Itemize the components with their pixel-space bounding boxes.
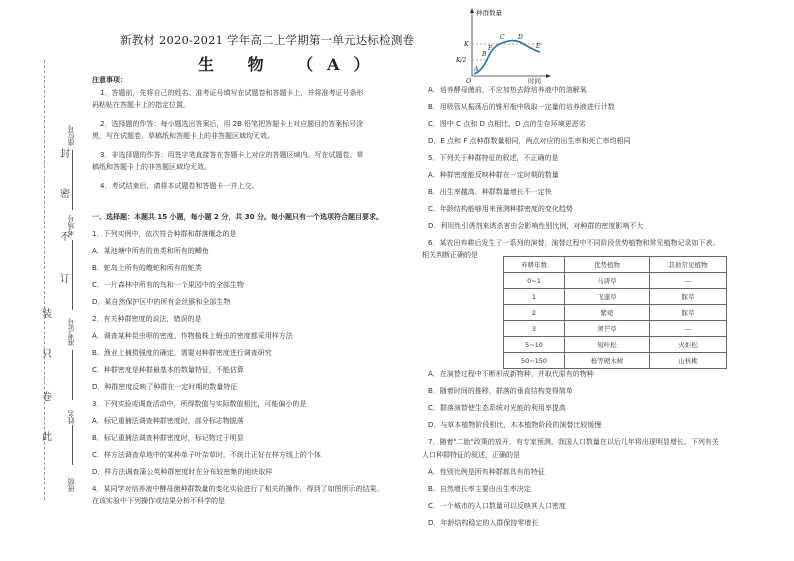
point-e-label: E xyxy=(536,43,541,50)
exam-title: 新教材 2020-2021 学年高二上学期第一单元达标检测卷 xyxy=(120,33,415,47)
table-cell: 飞蓬草 xyxy=(565,289,650,305)
table-cell: 火炬松 xyxy=(650,337,727,353)
binding-char: 只 xyxy=(42,349,52,360)
note-line: 黑，写在试题卷、草稿纸和答题卡上的非答题区域均无效。 xyxy=(92,132,274,140)
binding-strip xyxy=(0,0,80,561)
option-line: C．一片森林中所有的鸟和一个果园中的全部生物 xyxy=(92,281,244,289)
table-header-cell: 弃耕年数 xyxy=(504,257,565,273)
exam-room-label: 考场号 xyxy=(67,215,75,236)
table-cell: 2 xyxy=(504,305,565,321)
binding-char: 封 xyxy=(60,149,70,160)
class-label: 班级 xyxy=(67,478,75,492)
table-cell: 山核桃 xyxy=(650,353,727,369)
binding-char: 卷 xyxy=(42,392,52,403)
admission-number-label: 准考证号 xyxy=(67,318,75,346)
option-line: C．图中 C 点和 D 点相比，D 点的生存环境更恶劣 xyxy=(428,120,586,128)
point-c-label: C xyxy=(500,34,505,41)
k-label: K xyxy=(464,40,469,48)
point-a-label: A xyxy=(474,66,479,73)
binding-char: 密 xyxy=(60,189,70,200)
note-line: 3．非选择题的作答：用签字笔直接答在答题卡上对应的答题区域内。写在试题卷、草 xyxy=(100,151,364,159)
table-cell: 50~150 xyxy=(504,353,565,369)
table-header-cell: 其他常见植物 xyxy=(650,257,727,273)
question-line: 7．随着"二胎"政策的放开，有专家预测，我国人口数量在以后几年将出现明显增长。下列有关 xyxy=(428,438,719,446)
section-heading: 一、选择题：本题共 15 小题，每小题 2 分，共 30 分。每小题只有一个选项符合题目要求。 xyxy=(92,213,383,221)
option-line: A．性别比例是所有种群都具有的特征 xyxy=(428,468,545,476)
table-cell: 紫菀 xyxy=(565,305,650,321)
option-line: B．用吸管从振荡后的锥形瓶中吸取一定量的培养液进行计数 xyxy=(428,103,615,111)
y-axis-label: 种群数量 xyxy=(476,9,502,17)
option-line: A．标记重捕法调查种群密度时，部分标志物脱落 xyxy=(92,417,244,425)
option-line: A．种群密度能反映种群在一定时期的数量 xyxy=(428,171,559,179)
option-line: C．一个城市的人口数量可以反映其人口密度 xyxy=(428,502,566,510)
name-label: 姓名 xyxy=(67,410,75,424)
option-line: D．某自然保护区中的所有金丝猴和全部生物 xyxy=(92,298,231,306)
note-line: 1．答题前，先将自己的姓名、准考证号填写在试题卷和答题卡上，并将准考证号条形 xyxy=(100,89,364,97)
table-cell: 短叶松 xyxy=(565,337,650,353)
seat-number-line xyxy=(72,150,73,210)
succession-table xyxy=(503,256,727,369)
note-line: 4．考试结束后，请将本试题卷和答题卡一并上交。 xyxy=(100,182,259,190)
question-line: 4．某同学对培养液中酵母菌种群数量的变化实验进行了相关的操作，得到了如图所示的结果。 xyxy=(92,485,384,493)
option-line: B．自然增长率主要由出生率决定 xyxy=(428,485,531,493)
point-d-label: D xyxy=(518,34,523,41)
option-line: C．群落演替使生态系统对光能的利用率提高 xyxy=(428,404,566,412)
note-line: 码粘贴在答题卡上的指定位置。 xyxy=(92,101,190,109)
binding-char: 此 xyxy=(42,432,52,443)
seat-number-label: 座位号 xyxy=(67,125,75,146)
table-cell: 3 xyxy=(504,321,565,337)
option-line: B．出生率越高，种群数量增长不一定快 xyxy=(428,188,552,196)
option-line: A．在演替过程中不断形成新物种，并取代原有的物种 xyxy=(428,370,594,378)
table-header-cell: 优势植物 xyxy=(565,257,650,273)
question-line: 6．某农田弃耕后发生了一系列的演替，演替过程中不同阶段优势植物和常见植物记录如下表。 xyxy=(428,239,720,247)
option-line: D．种群密度反映了种群在一定时期的数量特征 xyxy=(92,383,238,391)
note-line: 2．选择题的作答：每小题选出答案后，用 2B 铅笔把答题卡上对应题目的答案标号涂 xyxy=(100,120,364,128)
point-f-label: F xyxy=(488,45,493,52)
table-row xyxy=(504,273,727,289)
table-cell: 栎等硬木树 xyxy=(565,353,650,369)
question-line: 2．有关种群密度的说法，错误的是 xyxy=(92,315,202,323)
table-cell: 5~10 xyxy=(504,337,565,353)
option-line: B．随着时间的推移，群落的垂直结构变得简单 xyxy=(428,387,573,395)
x-axis-arrow xyxy=(546,74,551,78)
table-cell: — xyxy=(650,321,727,337)
option-line: D．利用性引诱剂来诱杀害虫会影响性别比例，对种群的密度影响不大 xyxy=(428,222,644,230)
table-cell: 豚草 xyxy=(650,305,727,321)
exam-room-line xyxy=(72,240,73,310)
table-header-row xyxy=(504,257,727,273)
option-line: D．与草本植物阶段相比，木本植物阶段的演替比较缓慢 xyxy=(428,421,602,429)
point-b-label: B xyxy=(482,51,487,58)
table-row xyxy=(504,305,727,321)
option-line: A．培养酵母菌前，不应加热去除培养液中的溶解氧 xyxy=(428,86,587,94)
option-line: B．蛇岛上所有的蝮蛇和所有的蛇类 xyxy=(92,264,202,272)
option-line: B．渔业上捕捞强度的确定，需要对种群密度进行调查研究 xyxy=(92,349,272,357)
binding-char: 装 xyxy=(42,309,52,320)
table-row xyxy=(504,337,727,353)
admission-number-line xyxy=(72,350,73,400)
question-line: 在该实验中下列操作或结果分析不科学的是 xyxy=(92,497,225,505)
option-line: A．某池塘中所有的鱼类和所有的鲫鱼 xyxy=(92,247,209,255)
table-cell: 0~1 xyxy=(504,273,565,289)
origin-label: O xyxy=(466,77,472,84)
option-line: C．种群密度是种群最基本的数量特征，不能估算 xyxy=(92,366,244,374)
note-line: 稿纸和答题卡上的非答题区域均无效。 xyxy=(92,163,211,171)
table-cell: 豚草 xyxy=(650,289,727,305)
table-row xyxy=(504,353,727,369)
table-row xyxy=(504,321,727,337)
question-line: 人口种群特征的叙述，正确的是 xyxy=(422,451,520,459)
table-cell: 1 xyxy=(504,289,565,305)
table-cell: 马唐草 xyxy=(565,273,650,289)
option-line: C．年龄结构能够用来预测种群密度的变化趋势 xyxy=(428,205,573,213)
population-curve-figure xyxy=(452,6,552,84)
question-line: 3．下列实验或调查活动中，所得数值与实际数值相比，可能偏小的是 xyxy=(92,400,307,408)
option-line: B．标记重捕法调查种群密度时，标记物过于明显 xyxy=(92,434,244,442)
y-axis-arrow xyxy=(470,8,474,13)
question-line: 5．下列关于种群特征的叙述，不正确的是 xyxy=(428,154,559,162)
table-cell: 须芒草 xyxy=(565,321,650,337)
option-line: D．年龄结构稳定的人群保持零增长 xyxy=(428,519,539,527)
subject-title: 生 物 （A） xyxy=(198,55,384,74)
binding-char: 不 xyxy=(60,232,70,243)
name-line xyxy=(72,425,73,465)
option-line: C．样方法调查草地中的某种单子叶杂草时，不统计正好在样方线上的个体 xyxy=(92,451,321,459)
notes-heading: 注意事项： xyxy=(92,76,127,84)
binding-char: 订 xyxy=(60,274,70,285)
table-row xyxy=(504,289,727,305)
table-cell: — xyxy=(650,273,727,289)
question-line: 相关判断正确的是 xyxy=(422,251,478,259)
option-line: A．调查某种昆虫卵的密度、作物植株上蚜虫的密度都采用样方法 xyxy=(92,332,293,340)
question-line: 1．下列实例中，依次符合种群和群落概念的是 xyxy=(92,230,237,238)
x-axis-label: 时间 xyxy=(528,77,541,84)
k2-label: K/2 xyxy=(456,57,467,64)
option-line: D．E 点和 F 点种群数量相同，两点对应的出生率和死亡率均相同 xyxy=(428,137,631,145)
option-line: D．样方法调查蒲公英种群密度时在分布较密集的地块取样 xyxy=(92,468,273,476)
